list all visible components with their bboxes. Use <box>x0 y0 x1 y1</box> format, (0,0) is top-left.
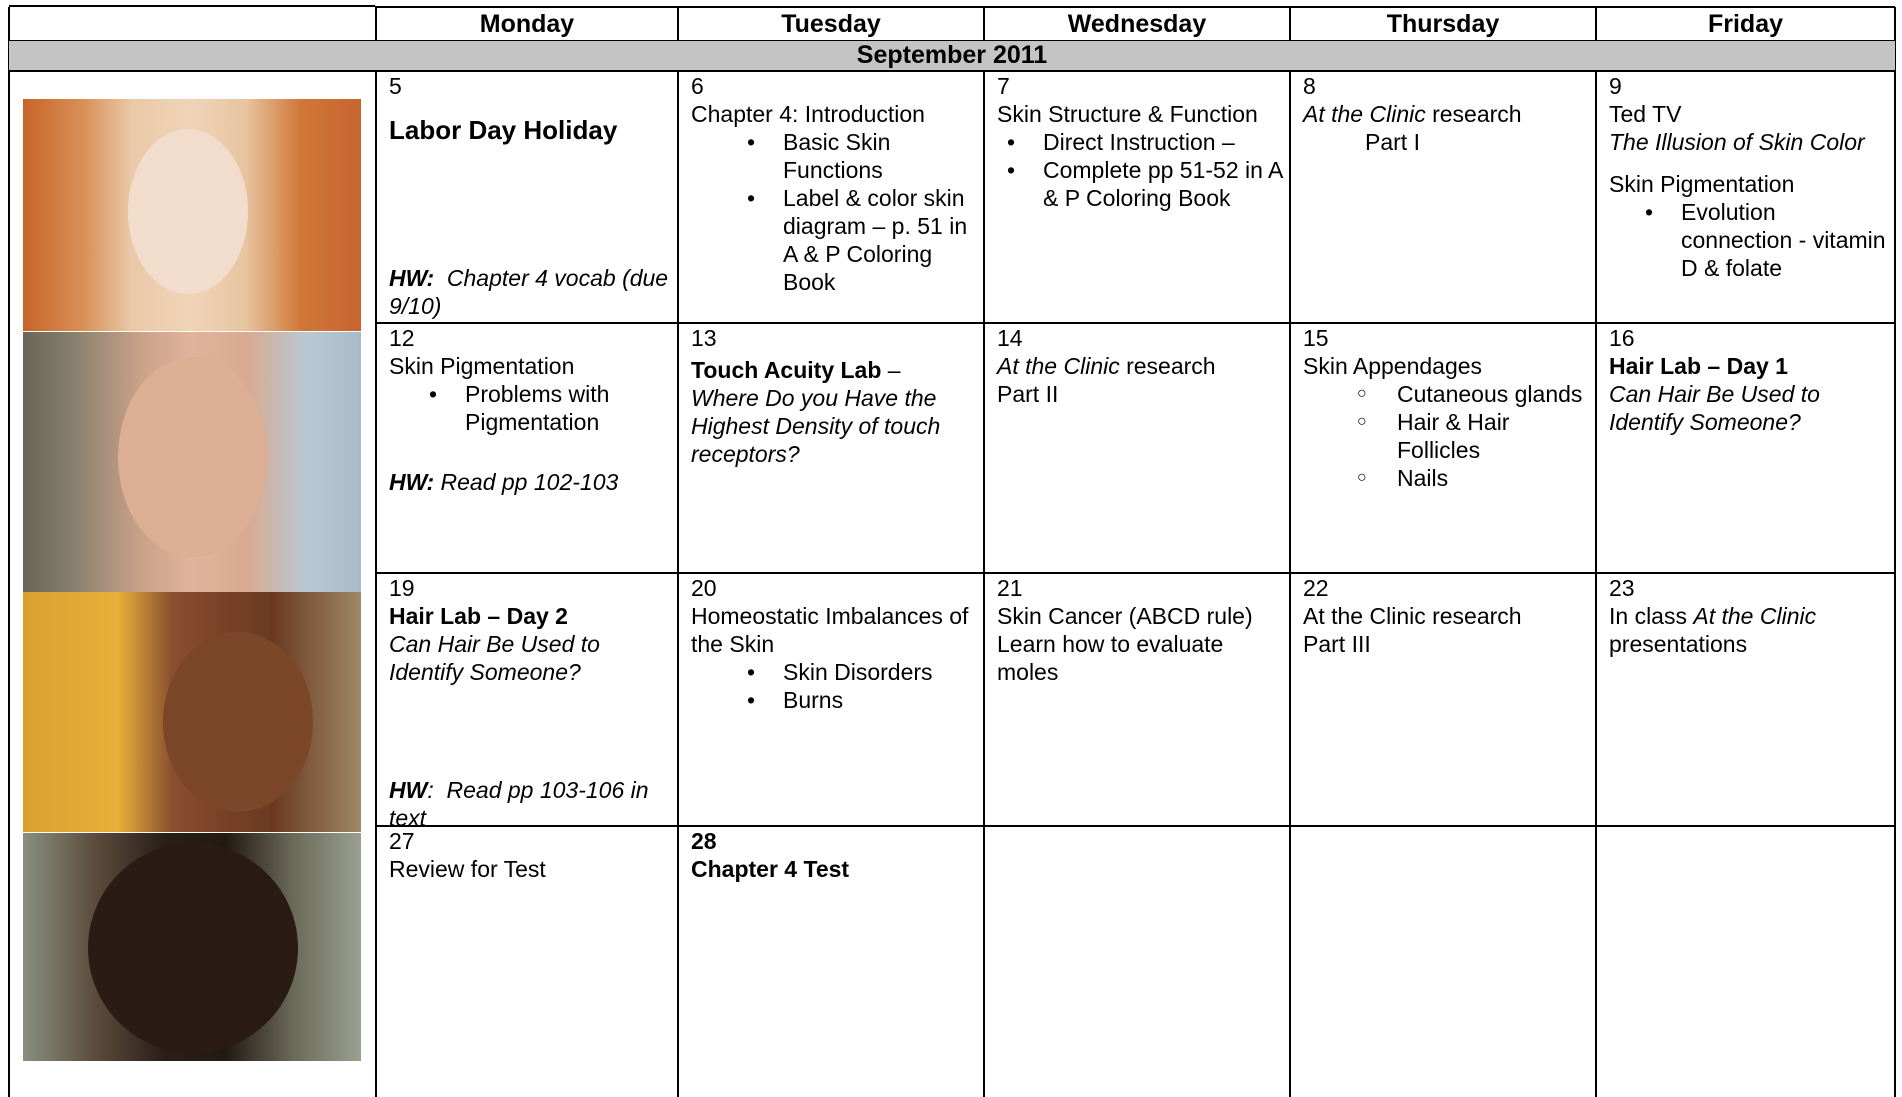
cell-title: Review for Test <box>389 856 546 882</box>
list-item: ○ Hair & Hair Follicles <box>1397 408 1591 464</box>
date-number: 20 <box>691 575 717 601</box>
cell-sep-8 <box>1299 72 1595 156</box>
cell-sep-28 <box>687 827 983 883</box>
col-border <box>677 7 679 1097</box>
cell-subtitle: Part II <box>997 381 1059 407</box>
cell-title <box>997 352 1285 380</box>
cell-subtitle: Part I <box>1365 129 1420 155</box>
date-number: 19 <box>389 575 415 601</box>
homework-note <box>389 776 673 832</box>
cell-title: Hair Lab – Day 2 <box>389 603 568 629</box>
cell-title-italic: At the Clinic <box>1303 101 1426 127</box>
cell-prefix: In class <box>1609 603 1694 629</box>
header-tuesday: Tuesday <box>781 10 881 38</box>
cell-sep-22 <box>1299 574 1595 658</box>
hw-label: HW <box>389 777 428 803</box>
cell-title <box>1303 100 1591 128</box>
cell-line: Skin Pigmentation <box>1609 171 1795 197</box>
header-friday: Friday <box>1707 10 1784 38</box>
cell-title: Homeostatic Imbalances of the Skin <box>691 603 969 657</box>
col-border <box>983 7 985 1097</box>
col-border <box>375 7 377 1097</box>
header-wednesday: Wednesday <box>1067 10 1207 38</box>
cell-title: Chapter 4 Test <box>691 856 850 882</box>
date-number: 8 <box>1303 73 1316 99</box>
date-number: 12 <box>389 325 415 351</box>
date-number: 5 <box>389 73 402 99</box>
col-border <box>1595 7 1597 1097</box>
header-monday: Monday <box>479 10 575 38</box>
hw-text: Read pp 102-103 <box>440 469 619 495</box>
man-yellow-turban-photo <box>23 592 361 832</box>
cell-sep-27 <box>385 827 677 883</box>
cell-sep-16 <box>1605 324 1894 436</box>
cell-line: Ted TV <box>1609 101 1682 127</box>
col-border <box>1289 7 1291 1097</box>
cell-title: Skin Pigmentation <box>389 353 575 379</box>
month-banner: September 2011 <box>9 41 1895 70</box>
date-number: 6 <box>691 73 704 99</box>
cell-sep-21 <box>993 574 1289 686</box>
date-number: 14 <box>997 325 1023 351</box>
list-item: • Direct Instruction – <box>1043 128 1285 156</box>
list-item: • Burns <box>783 686 979 714</box>
woman-brown-hair-photo <box>23 332 361 592</box>
cell-title-rest: research <box>1119 353 1216 379</box>
date-number: 13 <box>691 325 717 351</box>
cell-title: Chapter 4: Introduction <box>691 101 925 127</box>
hw-label: HW: <box>389 469 435 495</box>
cell-sep-13 <box>687 324 983 468</box>
date-number: 21 <box>997 575 1023 601</box>
cell-subtitle: Where Do you Have the Highest Density of touch receptors? <box>691 385 941 467</box>
cell-line: Part III <box>1303 631 1371 657</box>
list-item: ○ Nails <box>1397 464 1591 492</box>
homework-note <box>389 264 673 320</box>
list-item: • Skin Disorders <box>783 658 979 686</box>
cell-line: Skin Cancer (ABCD rule) <box>997 603 1253 629</box>
list-item: • Complete pp 51-52 in A & P Coloring Book <box>1043 156 1285 212</box>
cell-sep-9 <box>1605 72 1894 282</box>
list-item: • Basic Skin Functions <box>783 128 979 184</box>
header-thursday: Thursday <box>1386 10 1500 38</box>
cell-subtitle: Can Hair Be Used to Identify Someone? <box>389 631 600 685</box>
col-border <box>8 7 10 1097</box>
cell-sep-20 <box>687 574 983 714</box>
cell-sep-5 <box>385 72 677 320</box>
woman-red-hair-photo <box>23 99 361 331</box>
cell-title: Hair Lab – Day 1 <box>1609 353 1788 379</box>
cell-sep-7 <box>993 72 1289 212</box>
cell-line: Learn how to evaluate moles <box>997 631 1224 685</box>
list-item: ○ Cutaneous glands <box>1397 380 1591 408</box>
cell-subtitle: Can Hair Be Used to Identify Someone? <box>1609 381 1820 435</box>
hw-text: Read pp 103-106 in text <box>389 777 649 831</box>
hw-label: HW: <box>389 265 435 291</box>
cell-sep-14 <box>993 324 1289 408</box>
cell-sep-12 <box>385 324 677 496</box>
cell-italic: At the Clinic <box>1693 603 1817 629</box>
date-number: 23 <box>1609 575 1635 601</box>
col-border <box>1894 7 1896 1097</box>
date-number: 9 <box>1609 73 1622 99</box>
list-item: • Evolution connection - vitamin D & folate <box>1681 198 1890 282</box>
date-number: 16 <box>1609 325 1635 351</box>
homework-note <box>389 468 673 496</box>
cell-title-bold: Touch Acuity Lab <box>691 357 882 383</box>
cell-line: At the Clinic research <box>1303 603 1522 629</box>
cell-line <box>1609 602 1890 630</box>
hw-text: Chapter 4 vocab (due 9/10) <box>389 265 669 319</box>
cell-line: presentations <box>1609 631 1748 657</box>
date-number: 7 <box>997 73 1010 99</box>
cell-sep-23 <box>1605 574 1894 658</box>
cell-line: The Illusion of Skin Color <box>1609 129 1865 155</box>
date-number: 28 <box>691 828 717 854</box>
row-border <box>9 5 375 7</box>
cell-title: Labor Day Holiday <box>389 115 618 145</box>
date-number: 15 <box>1303 325 1329 351</box>
date-number: 27 <box>389 828 415 854</box>
date-number: 22 <box>1303 575 1329 601</box>
cell-title-dash: – <box>881 357 901 383</box>
cell-sep-15 <box>1299 324 1595 492</box>
cell-title-italic: At the Clinic <box>997 353 1120 379</box>
cell-title: Skin Appendages <box>1303 353 1483 379</box>
cell-title: Skin Structure & Function <box>997 101 1258 127</box>
hw-colon: : <box>427 777 434 803</box>
list-item: • Problems with Pigmentation <box>465 380 673 436</box>
man-dark-skin-photo <box>23 833 361 1061</box>
cell-sep-19 <box>385 574 677 832</box>
list-item: • Label & color skin diagram – p. 51 in A & P Coloring Book <box>783 184 979 296</box>
cell-sep-6 <box>687 72 983 296</box>
cell-title-rest: research <box>1425 101 1522 127</box>
cell-title <box>691 356 979 384</box>
